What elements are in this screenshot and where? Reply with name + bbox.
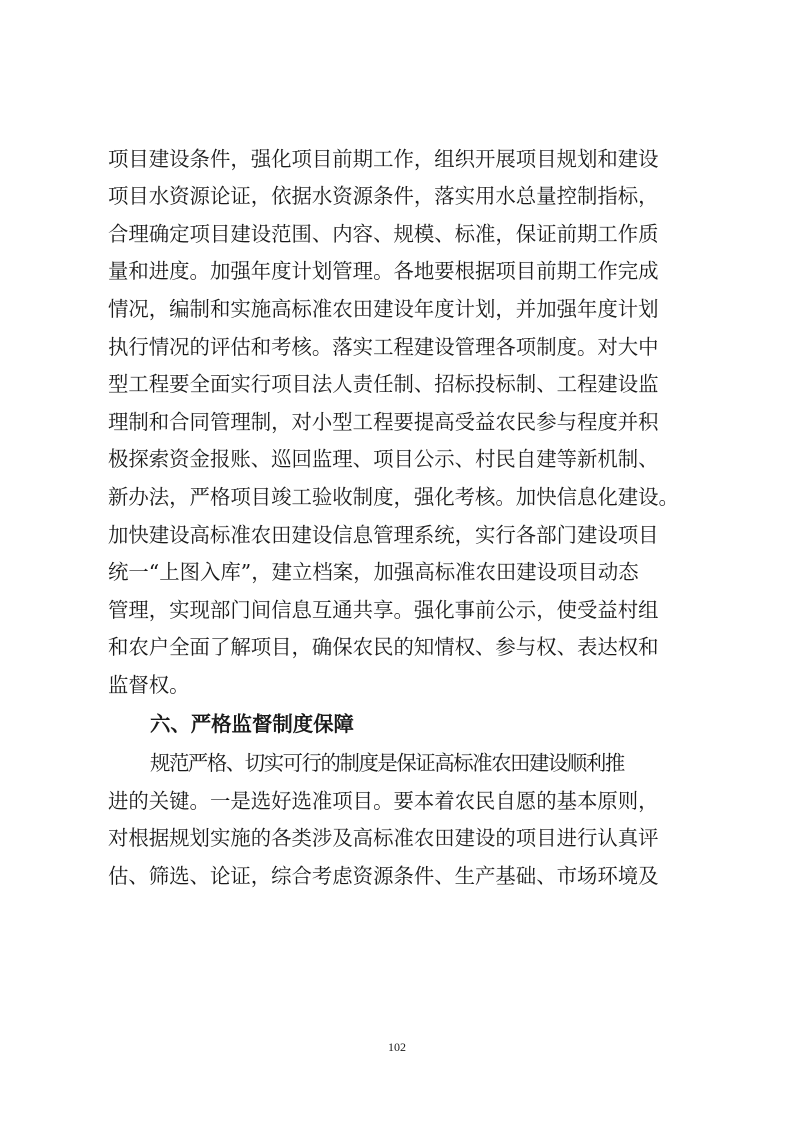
body-text-line: 情况，编制和实施高标准农田建设年度计划，并加强年度计划 (108, 297, 659, 321)
section-heading: 六、严格监督制度保障 (150, 712, 354, 736)
body-text-line: 执行情况的评估和考核。落实工程建设管理各项制度。对大中 (108, 335, 659, 359)
body-text-line: 规范严格、切实可行的制度是保证高标准农田建设顺利推 (150, 751, 624, 775)
body-text-line: 和农户全面了解项目，确保农民的知情权、参与权、表达权和 (108, 635, 659, 659)
body-text-line: 项目建设条件，强化项目前期工作，组织开展项目规划和建设 (108, 147, 659, 171)
body-text-line: 合理确定项目建设范围、内容、规模、标准，保证前期工作质 (108, 222, 659, 246)
body-text-line: 项目水资源论证，依据水资源条件，落实用水总量控制指标， (108, 184, 659, 208)
body-text-line: 对根据规划实施的各类涉及高标准农田建设的项目进行认真评 (108, 826, 659, 850)
body-text-line: 统一“上图入库”，建立档案，加强高标准农田建设项目动态 (108, 560, 639, 584)
body-text-line: 型工程要全面实行项目法人责任制、招标投标制、工程建设监 (108, 372, 659, 396)
body-text-line: 估、筛选、论证，综合考虑资源条件、生产基础、市场环境及 (108, 864, 659, 888)
body-text-line: 管理，实现部门间信息互通共享。强化事前公示，使受益村组 (108, 598, 659, 622)
page-number: 102 (388, 1040, 406, 1054)
body-text-line: 加快建设高标准农田建设信息管理系统，实行各部门建设项目 (108, 523, 659, 547)
body-text-line: 监督权。 (108, 673, 190, 697)
body-text-line: 极探索资金报账、巡回监理、项目公示、村民自建等新机制、 (108, 447, 659, 471)
body-text-line: 新办法，严格项目竣工验收制度，强化考核。加快信息化建设。 (108, 485, 679, 509)
body-text-line: 理制和合同管理制，对小型工程要提高受益农民参与程度并积 (108, 410, 659, 434)
body-text-line: 进的关键。一是选好选准项目。要本着农民自愿的基本原则， (108, 789, 659, 813)
body-text-line: 量和进度。加强年度计划管理。各地要根据项目前期工作完成 (108, 259, 659, 283)
